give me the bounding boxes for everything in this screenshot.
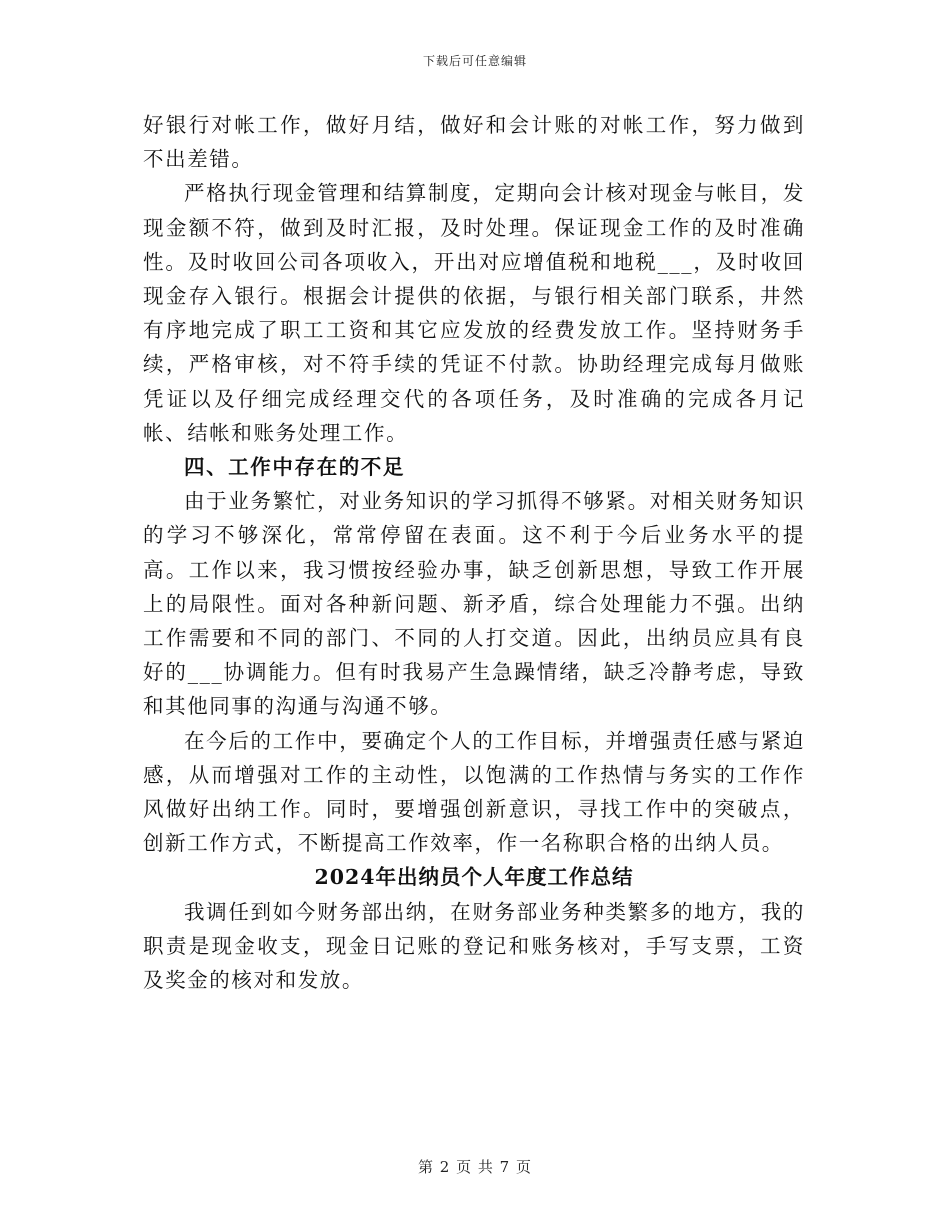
section-heading-shortcomings: 四、工作中存在的不足 — [184, 455, 405, 480]
page-header: 下载后可任意编辑 — [422, 54, 527, 68]
document-title: 2024年出纳员个人年度工作总结 — [314, 865, 634, 890]
paragraph-intro: 我调任到如今财务部出纳，在财务部业务种类繁多的地方，我的职责是现金收支，现金日记账的登记和账务核对，手写支票，工资及奖金的核对和发放。 — [143, 899, 805, 993]
page-footer: 第 2 页 共 7 页 — [418, 1158, 532, 1176]
paragraph-cash-management: 严格执行现金管理和结算制度，定期向会计核对现金与帐目，发现金额不符，做到及时汇报，及时处理。保证现金工作的及时准确性。及时收回公司各项收入，开出对应增值税和地税___，及时收回现金存入银行。根据会计提供的依据，与银行相关部门联系，井然有序地完成了职工工资和其它应发放的经费发放工作。坚持财务手续，严格审核，对不符手续的凭证不付款。协助经理完成每月做账凭证以及仔细完成经理交代的各项任务，及时准确的完成各月记帐、结帐和账务处理工作。 — [143, 181, 805, 445]
paragraph-shortcomings: 由于业务繁忙，对业务知识的学习抓得不够紧。对相关财务知识的学习不够深化，常常停留在表面。这不利于今后业务水平的提高。工作以来，我习惯按经验办事，缺乏创新思想，导致工作开展上的局限性。面对各种新问题、新矛盾，综合处理能力不强。出纳工作需要和不同的部门、不同的人打交道。因此，出纳员应具有良好的___协调能力。但有时我易产生急躁情绪，缺乏冷静考虑，导致和其他同事的沟通与沟通不够。 — [143, 489, 805, 719]
document-body — [143, 108, 805, 997]
paragraph-continued: 好银行对帐工作，做好月结，做好和会计账的对帐工作，努力做到不出差错。 — [143, 113, 805, 172]
paragraph-future-plans: 在今后的工作中，要确定个人的工作目标，并增强责任感与紧迫感，从而增强对工作的主动性，以饱满的工作热情与务实的工作作风做好出纳工作。同时，要增强创新意识，寻找工作中的突破点，创新工作方式，不断提高工作效率，作一名称职合格的出纳人员。 — [143, 728, 805, 856]
